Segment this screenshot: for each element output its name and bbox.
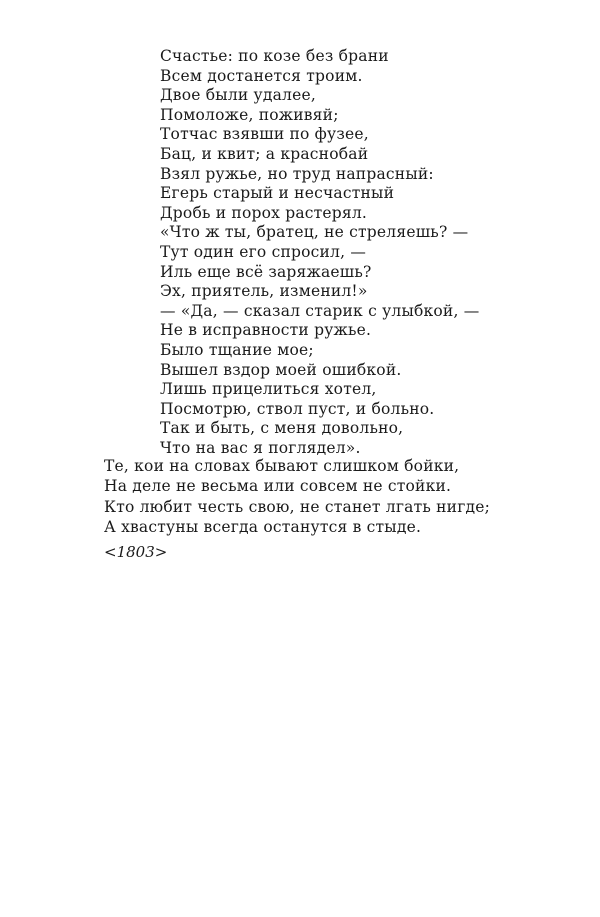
poem-line: Что на вас я поглядел».: [160, 438, 361, 457]
moral-line: Те, кои на словах бывают слишком бойки,: [104, 457, 460, 475]
poem-line: Счастье: по козе без брани: [160, 47, 389, 65]
poem-line: Егерь старый и несчастный: [160, 184, 395, 203]
poem-line: Двое были удалее,: [160, 86, 316, 105]
poem-line: Тотчас взявши по фузее,: [160, 125, 369, 144]
moral-line: На деле не весьма или совсем не стойки.: [104, 477, 452, 496]
poem-line: Иль еще всё заряжаешь?: [160, 262, 372, 281]
poem-stanza-main: [160, 47, 479, 458]
poem-line: Взял ружье, но труд напрасный:: [160, 164, 434, 183]
poem-line: Посмотрю, ствол пуст, и больно.: [160, 399, 435, 418]
poem-line: — «Да, — сказал старик с улыбкой, —: [160, 301, 480, 320]
poem-line: Тут один его спросил, —: [160, 242, 367, 261]
poem-date: <1803>: [104, 543, 168, 561]
poem-line: Лишь прицелиться хотел,: [160, 380, 377, 399]
poem-line: Так и быть, с меня довольно,: [160, 419, 404, 438]
poem-line: Дробь и порох растерял.: [160, 203, 368, 222]
moral-line: А хвастуны всегда останутся в стыде.: [104, 517, 422, 536]
poem-line: Помоложе, поживяй;: [160, 105, 339, 124]
poem-line: Было тщание мое;: [160, 340, 314, 359]
poem-moral: [104, 456, 490, 537]
poem-line: Эх, приятель, изменил!»: [160, 282, 368, 301]
moral-line: Кто любит честь свою, не станет лгать нигде;: [104, 497, 491, 516]
poem-line: «Что ж ты, братец, не стреляешь? —: [160, 223, 469, 242]
poem-line: Не в исправности ружье.: [160, 321, 372, 340]
poem-line: Вышел вздор моей ошибкой.: [160, 360, 402, 379]
poem-line: Бац, и квит; а краснобай: [160, 144, 369, 163]
poem-line: Всем достанется троим.: [160, 66, 363, 85]
